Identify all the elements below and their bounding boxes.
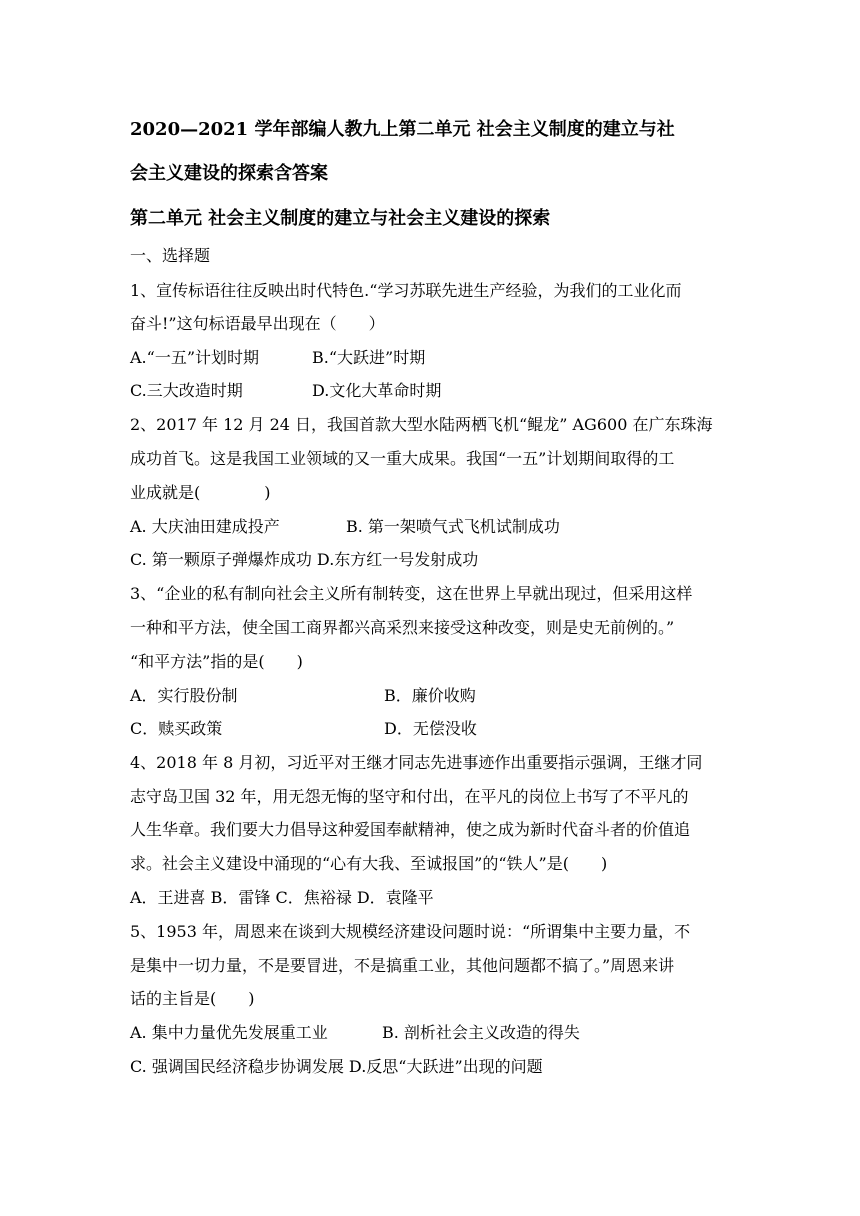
question-5-line-3: 话的主旨是( ): [130, 989, 255, 1008]
question-5-option-b: B. 剖析社会主义改造的得失: [382, 1023, 580, 1042]
unit-heading: 第二单元 社会主义制度的建立与社会主义建设的探索: [130, 208, 551, 229]
question-4-line-2: 志守岛卫国 32 年，用无怨无悔的坚守和付出，在平凡的岗位上书写了不平凡的: [130, 787, 689, 806]
question-1-option-b: B.“大跃进”时期: [312, 348, 426, 367]
question-4-line-4: 求。社会主义建设中涌现的“心有大我、至诚报国”的“铁人”是( ): [130, 854, 608, 873]
question-5-options-c-d: C. 强调国民经济稳步协调发展 D.反思“大跃进”出现的问题: [130, 1057, 543, 1076]
question-2-options-c-d: C. 第一颗原子弹爆炸成功 D.东方红一号发射成功: [130, 550, 479, 569]
question-1-option-a: A.“一五”计划时期: [130, 348, 260, 367]
question-2-line-1: 2、2017 年 12 月 24 日，我国首款大型水陆两栖飞机“鲲龙” AG600 在广东珠海: [130, 415, 713, 434]
question-2-option-b: B. 第一架喷气式飞机试制成功: [346, 517, 560, 536]
question-5-line-2: 是集中一切力量，不是要冒进，不是搞重工业，其他问题都不搞了。”周恩来讲: [130, 956, 675, 975]
question-2-line-2: 成功首飞。这是我国工业领域的又一重大成果。我国“一五”计划期间取得的工: [130, 449, 675, 468]
question-5-line-1: 5、1953 年，周恩来在谈到大规模经济建设问题时说：“所谓集中主要力量，不: [130, 922, 691, 941]
question-3-line-2: 一种和平方法，使全国工商界都兴高采烈来接受这种改变，则是史无前例的。”: [130, 618, 675, 637]
question-4-line-3: 人生华章。我们要大力倡导这种爱国奉献精神，使之成为新时代奋斗者的价值追: [130, 820, 691, 839]
question-2-option-a: A. 大庆油田建成投产: [130, 517, 280, 536]
question-3-option-a: A．实行股份制: [130, 686, 238, 705]
document-title-line-1: 2020—2021 学年部编人教九上第二单元 社会主义制度的建立与社: [130, 119, 675, 140]
question-3-line-3: “和平方法”指的是( ): [130, 652, 303, 671]
question-1-line-2: 奋斗!”这句标语最早出现在（ ）: [130, 314, 385, 333]
question-4-options: A．王进喜 B．雷锋 C．焦裕禄 D．袁隆平: [130, 888, 434, 907]
question-4-line-1: 4、2018 年 8 月初，习近平对王继才同志先进事迹作出重要指示强调，王继才同: [130, 753, 703, 772]
question-2-line-3: 业成就是( ): [130, 483, 271, 502]
question-3-line-1: 3、“企业的私有制向社会主义所有制转变，这在世界上早就出现过，但采用这样: [130, 584, 693, 603]
question-3-option-b: B．廉价收购: [384, 686, 476, 705]
question-1-option-c: C.三大改造时期: [130, 381, 243, 400]
document-title-line-2: 会主义建设的探索含答案: [130, 163, 328, 184]
question-1-option-d: D.文化大革命时期: [312, 381, 442, 400]
question-1-line-1: 1、宣传标语往往反映出时代特色.“学习苏联先进生产经验，为我们的工业化而: [130, 281, 682, 300]
section-heading: 一、选择题: [130, 246, 211, 265]
question-3-option-c: C．赎买政策: [130, 719, 223, 738]
question-3-option-d: D．无偿没收: [384, 719, 477, 738]
question-5-option-a: A. 集中力量优先发展重工业: [130, 1023, 328, 1042]
